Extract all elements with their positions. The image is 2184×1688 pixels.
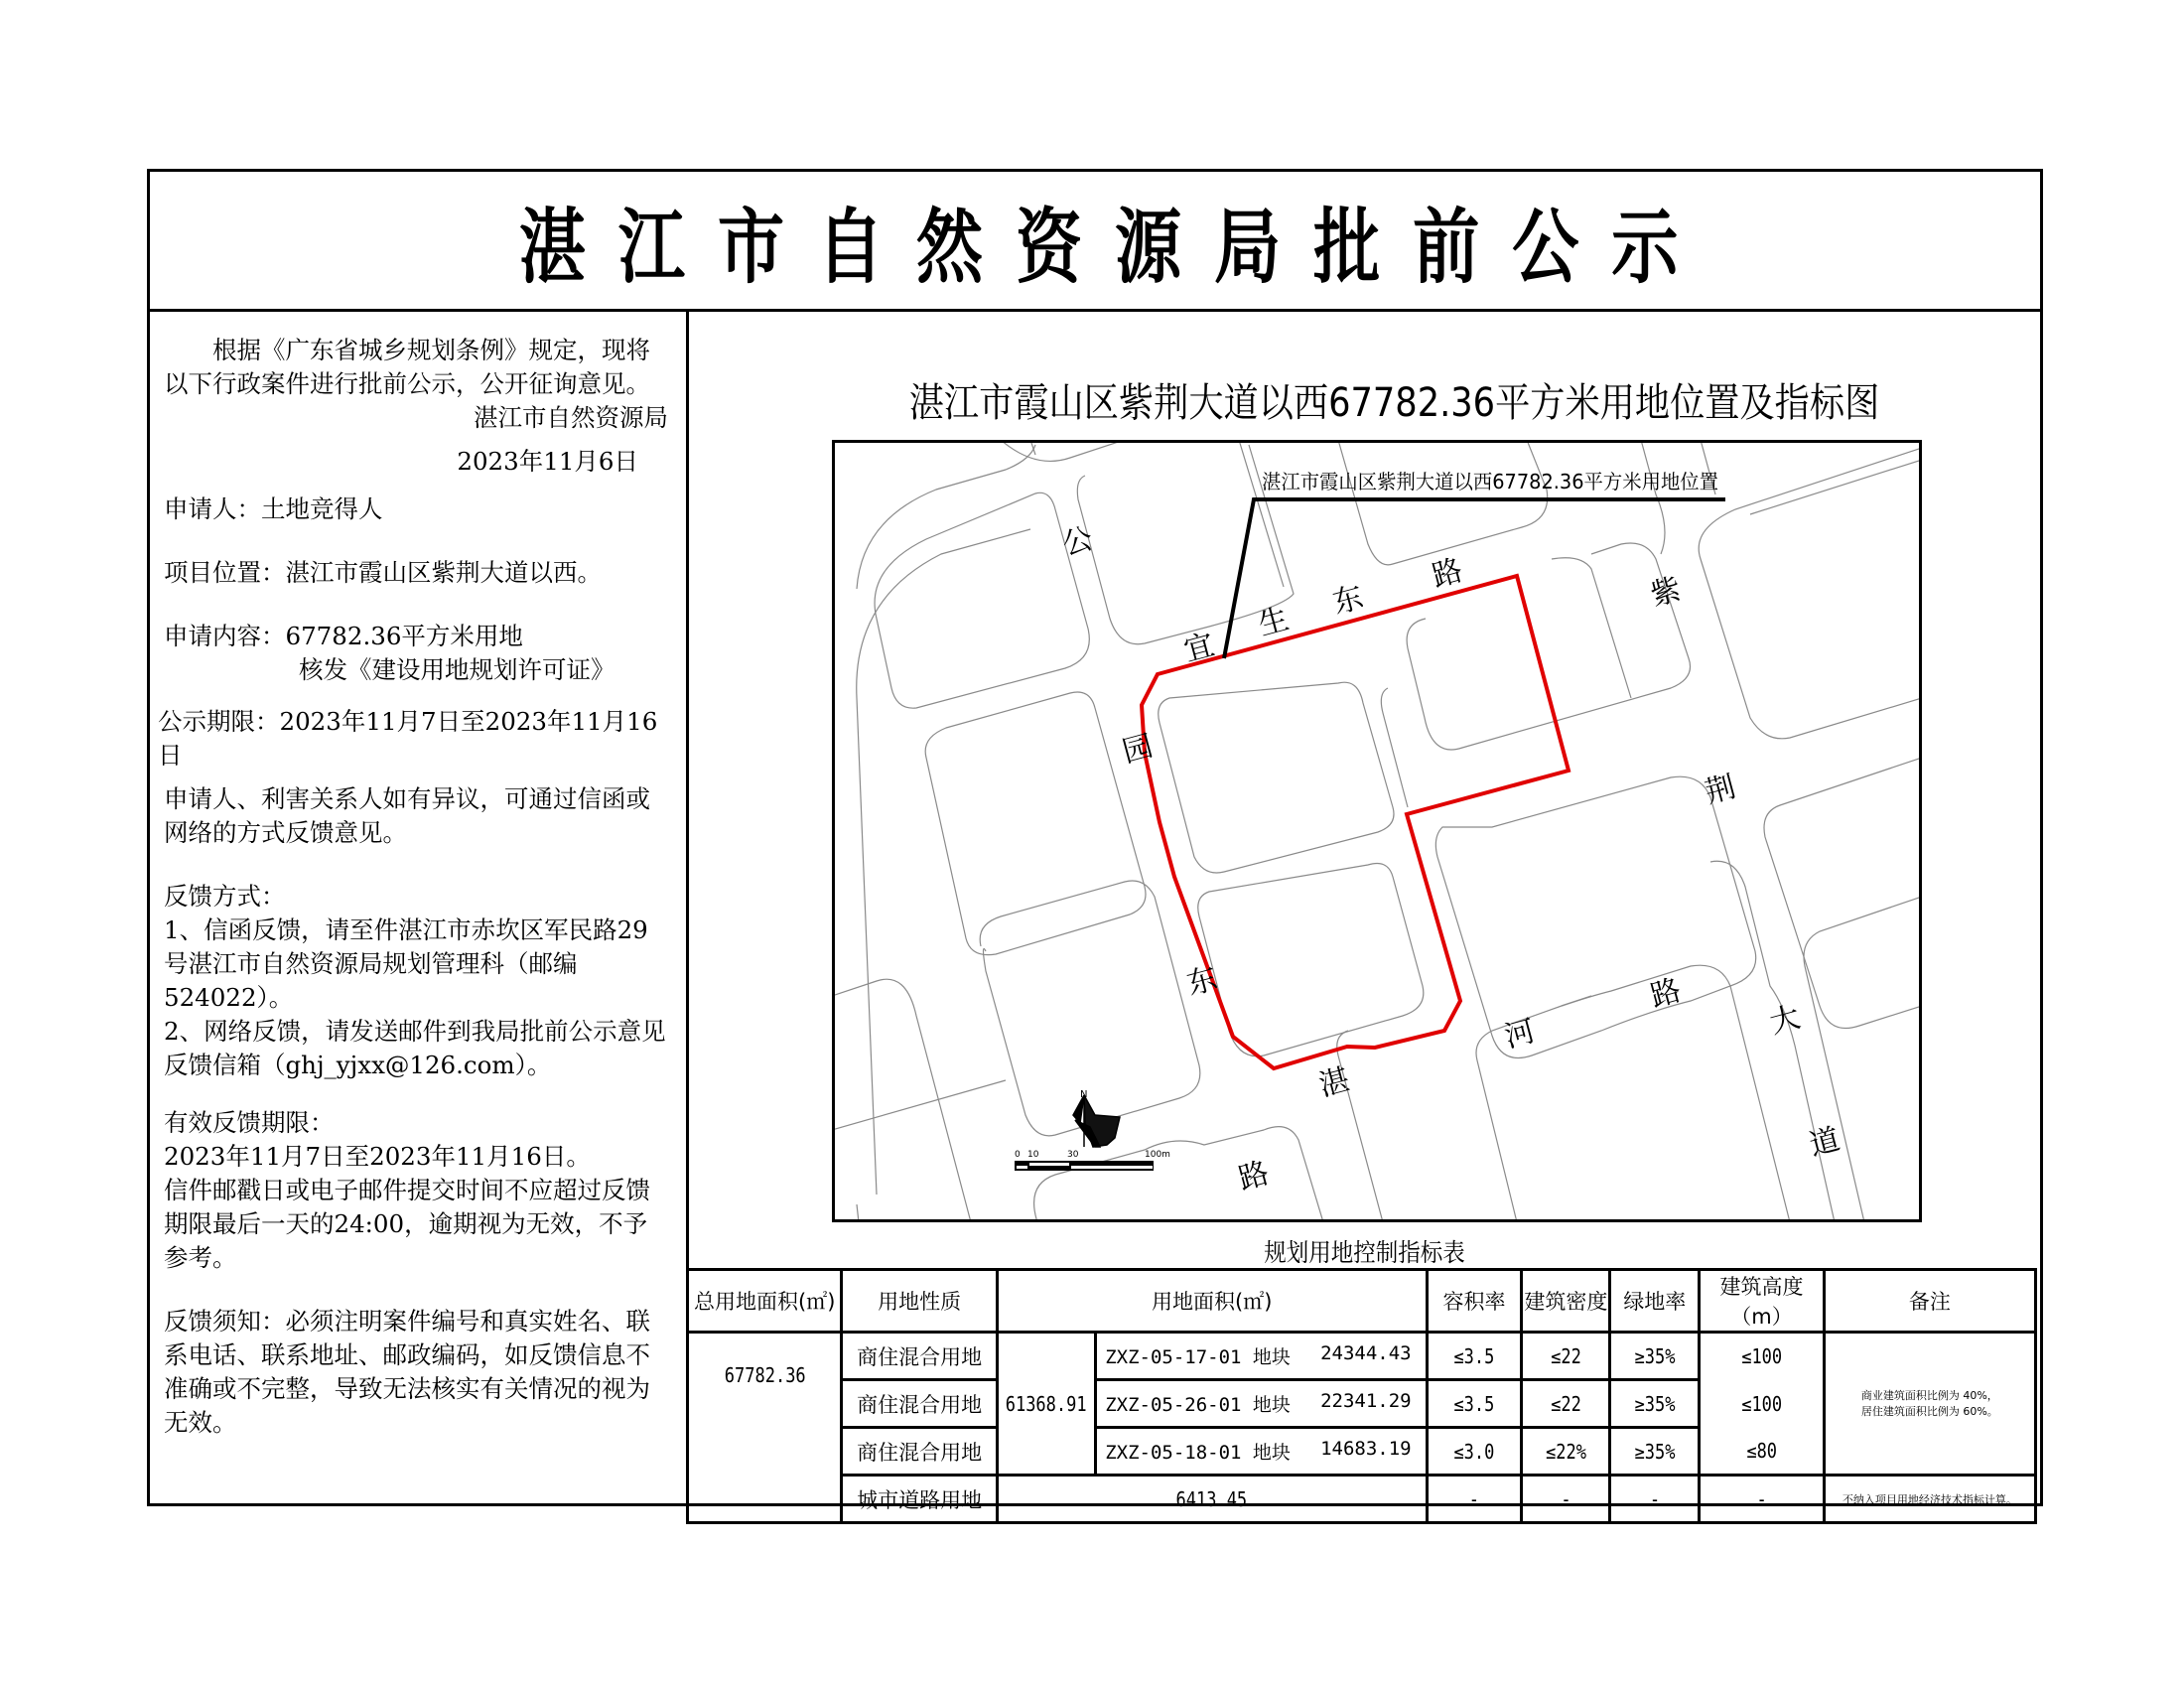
road-label-yuan: 园 (1119, 728, 1158, 771)
period-line (158, 705, 670, 773)
density-cell: ≤22 (1529, 1380, 1604, 1428)
parcel-id: ZXZ-05-26-01 地块 (1105, 1394, 1291, 1416)
header-land-use: 用地性质 (842, 1270, 997, 1333)
parcel-area: 14683.19 (1320, 1438, 1412, 1460)
remarks-mixed (1824, 1333, 2035, 1476)
land-use-cell: 商住混合用地 (842, 1428, 997, 1476)
applicant-line (164, 492, 670, 526)
road-label-lu: 路 (1429, 552, 1467, 595)
valid-period-title: 有效反馈期限： (164, 1108, 335, 1137)
valid-period: 2023年11月7日至2023年11月16日。 (164, 1142, 591, 1171)
header-far: 容积率 (1427, 1270, 1522, 1333)
road-label-he: 河 (1501, 1013, 1540, 1055)
notice-issuer: 湛江市自然资源局 (474, 403, 668, 432)
road-label-zhan: 湛 (1315, 1061, 1354, 1104)
location-label: 项目位置： (164, 558, 286, 587)
scale-tick-30: 30 (1067, 1150, 1079, 1160)
content-value: 67782.36平方米用地 (285, 622, 523, 650)
total-area-value: 67782.36 (699, 1333, 830, 1523)
parcel-id: ZXZ-05-17-01 地块 (1105, 1346, 1291, 1368)
parcel-area: 24344.43 (1320, 1342, 1412, 1364)
scale-tick-0: 0 (1015, 1150, 1021, 1160)
location-line (164, 556, 670, 590)
road-labels (1058, 521, 1843, 1197)
road-label-lu-s: 路 (1647, 972, 1686, 1015)
table-title: 规划用地控制指标表 (1264, 1238, 1465, 1267)
height-cell: - (1708, 1476, 1815, 1523)
land-use-cell: 城市道路用地 (842, 1476, 997, 1523)
period-value: 2023年11月7日至2023年11月16日 (158, 707, 658, 770)
applicant-value: 土地竞得人 (261, 494, 383, 523)
header-remarks: 备注 (1824, 1270, 2035, 1333)
road-label-zi: 紫 (1647, 571, 1686, 614)
density-cell: ≤22 (1529, 1333, 1604, 1380)
header-total-area: 总用地面积(㎡) (688, 1270, 842, 1333)
table-header-row (688, 1270, 2036, 1333)
valid-period-note: 信件邮戳日或电子邮件提交时间不应超过反馈期限最后一天的24:00，逾期视为无效，不予参考。 (164, 1176, 650, 1272)
green-cell: ≥35% (1617, 1428, 1693, 1476)
notice-panel (150, 312, 689, 1503)
road-label-dong-w: 东 (1183, 960, 1222, 1003)
content-label: 申请内容： (164, 622, 286, 650)
map-canvas (832, 440, 1922, 1222)
table-row (688, 1333, 2036, 1380)
far-cell: - (1433, 1476, 1514, 1523)
height-cell: ≤80 (1708, 1428, 1815, 1476)
density-cell: - (1529, 1476, 1604, 1523)
content-line (164, 620, 670, 653)
feedback-methods-title: 反馈方式： (164, 882, 286, 911)
notice-intro: 根据《广东省城乡规划条例》规定，现将以下行政案件进行批前公示，公开征询意见。 (164, 336, 650, 398)
land-control-index-table (686, 1268, 2037, 1524)
map-title: 湛江市霞山区紫荆大道以西67782.36平方米用地位置及指标图 (908, 380, 1880, 426)
far-cell: ≤3.0 (1433, 1428, 1514, 1476)
road-label-gong: 公 (1058, 520, 1097, 563)
location-value: 湛江市霞山区紫荆大道以西。 (285, 558, 602, 587)
applicant-label: 申请人： (164, 494, 261, 523)
green-cell: ≥35% (1617, 1333, 1693, 1380)
callout-label: 湛江市霞山区紫荆大道以西67782.36平方米用地位置 (1262, 470, 1718, 493)
road-label-yi: 宜 (1180, 627, 1219, 669)
page-title: 湛江市自然资源局批前公示 (518, 200, 1711, 295)
parcel-area-cell (1096, 1333, 1427, 1380)
header-height: 建筑高度（m） (1700, 1270, 1824, 1333)
road-label-jing: 荆 (1702, 769, 1740, 811)
scale-bar (1015, 1150, 1170, 1171)
green-cell: ≥35% (1617, 1380, 1693, 1428)
parcel-area-cell (1096, 1380, 1427, 1428)
road-label-sheng: 生 (1255, 601, 1294, 643)
feedback-method-2: 2、网络反馈，请发送邮件到我局批前公示意见反馈信箱（ghj_yjxx@126.com）。 (164, 1017, 666, 1079)
table-row-road (688, 1476, 2036, 1523)
header-green: 绿地率 (1610, 1270, 1700, 1333)
far-cell: ≤3.5 (1433, 1333, 1514, 1380)
feedback-requirements: 反馈须知：必须注明案件编号和真实姓名、联系电话、联系地址、邮政编码，如反馈信息不准确或不完整，导致无法核实有关情况的视为无效。 (164, 1307, 650, 1437)
map-panel (689, 312, 2040, 1512)
header-land-area: 用地面积(㎡) (997, 1270, 1427, 1333)
road-label-dong: 东 (1329, 579, 1368, 622)
notice-frame (147, 169, 2043, 1512)
road-label-da: 大 (1766, 999, 1805, 1042)
land-use-cell: 商住混合用地 (842, 1380, 997, 1428)
remarks-road: 不纳入项目用地经济技术指标计算。 (1824, 1476, 2035, 1523)
north-arrow-icon (1073, 1089, 1120, 1147)
road-label-dao: 道 (1806, 1121, 1844, 1164)
road-area: 6413.45 (1029, 1476, 1395, 1523)
remarks-mixed-line-2: 居住建筑面积比例为 60%。 (1860, 1404, 1998, 1418)
height-cell: ≤100 (1708, 1333, 1815, 1380)
period-label: 公示期限： (158, 707, 280, 736)
north-label: N (1080, 1089, 1088, 1100)
objection-text: 申请人、利害关系人如有异议，可通过信函或网络的方式反馈意见。 (164, 784, 650, 847)
scale-tick-10: 10 (1027, 1150, 1039, 1160)
location-map (832, 440, 1922, 1222)
height-cell: ≤100 (1708, 1380, 1815, 1428)
land-use-cell: 商住混合用地 (842, 1333, 997, 1380)
green-cell: - (1617, 1476, 1693, 1523)
road-label-lu-w: 路 (1235, 1155, 1274, 1197)
feedback-method-1: 1、信函反馈，请至件湛江市赤坎区军民路29号湛江市自然资源局规划管理科（邮编524022）。 (164, 915, 648, 1012)
mixed-subtotal: 61368.91 (1005, 1333, 1088, 1476)
scale-tick-100: 100m (1145, 1150, 1170, 1160)
parcel-area-cell (1096, 1428, 1427, 1476)
city-blocks (832, 440, 1922, 1222)
notice-issue-date: 2023年11月6日 (457, 447, 638, 476)
remarks-mixed-line-1: 商业建筑面积比例为 40%， (1860, 1388, 1998, 1402)
parcel-id: ZXZ-05-18-01 地块 (1105, 1442, 1291, 1464)
far-cell: ≤3.5 (1433, 1380, 1514, 1428)
content-line-2: 核发《建设用地规划许可证》 (299, 655, 615, 684)
parcel-area: 22341.29 (1320, 1390, 1412, 1412)
density-cell: ≤22% (1529, 1428, 1604, 1476)
header (150, 172, 2040, 312)
header-density: 建筑密度 (1522, 1270, 1610, 1333)
